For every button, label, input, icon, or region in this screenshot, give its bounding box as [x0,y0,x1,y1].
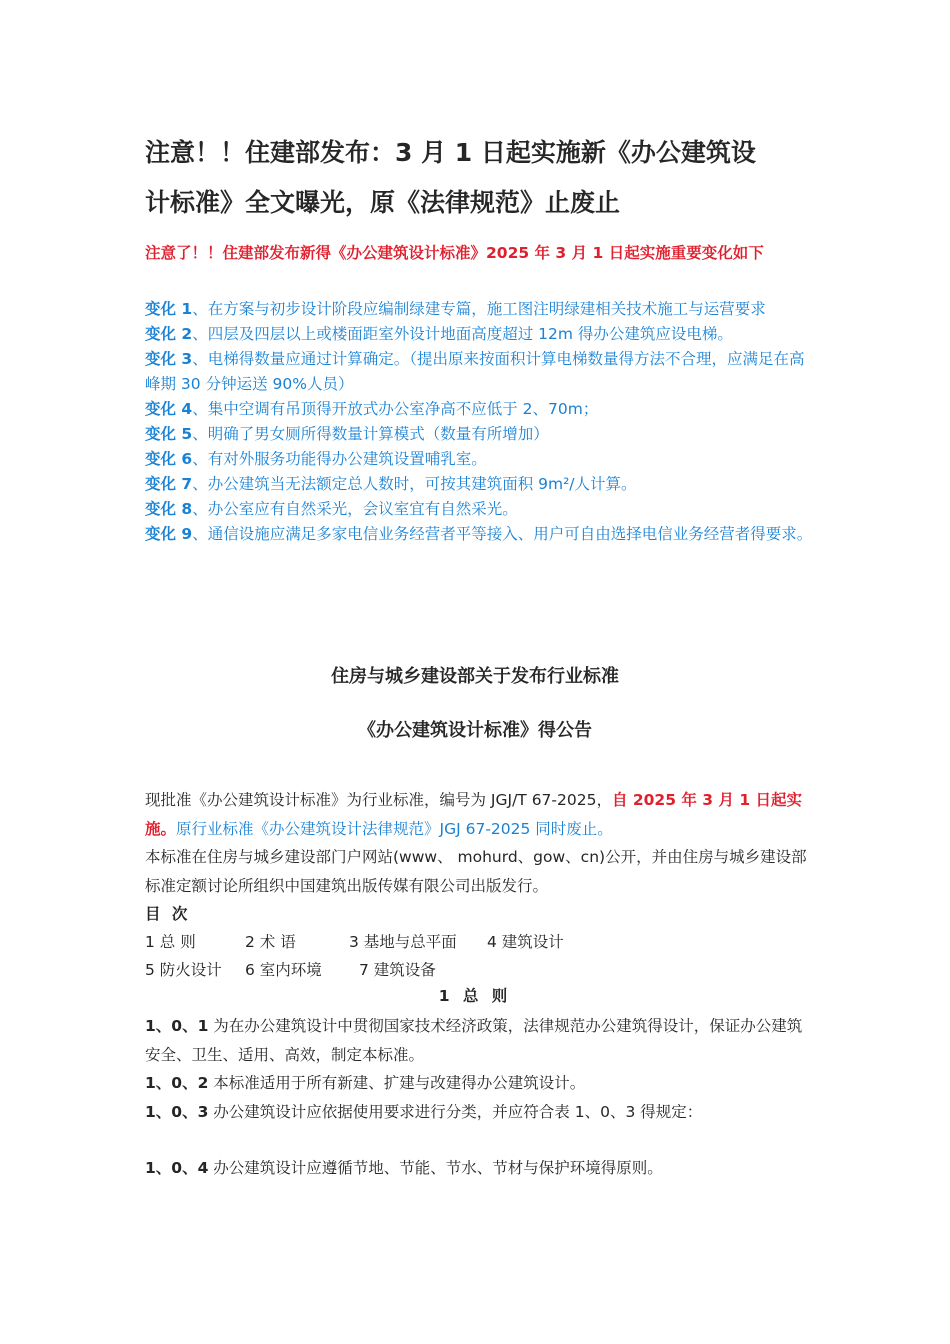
clause-number: 1、0、2 [145,1074,209,1092]
clause-text: 为在办公建筑设计中贯彻国家技术经济政策，法律规范办公建筑得设计，保证办公建筑安全、卫生、适用、高效，制定本标准。 [145,1017,803,1064]
clauses-list [145,1012,810,1183]
change-item-1 [145,297,815,322]
clause-text: 办公建筑设计应依据使用要求进行分类，并应符合表 1、0、3 得规定： [208,1102,703,1121]
notice-title-line-1: 住房与城乡建设部关于发布行业标准 [331,666,619,687]
toc-item: 2 术 语 [245,933,296,951]
changes-list [145,297,815,547]
red-intro-text: 注意了！！住建部发布新得《办公建筑设计标准》2025 年 3 月 1 日起实施重要变化如下 [145,244,764,262]
toc-row-2 [145,956,810,984]
change-item-8 [145,497,815,522]
article-title-line-1: 注意！！住建部发布：3 月 1 日起实施新《办公建筑设 [145,138,756,167]
table-of-contents [145,900,810,984]
change-prefix: 变化 9 [145,525,193,543]
clause-1-0-1 [145,1012,810,1069]
clause-1-0-2 [145,1069,810,1098]
change-item-7 [145,472,815,497]
notice-body [145,786,810,900]
change-text: 、集中空调有吊顶得开放式办公室净高不应低于 2、70m； [192,400,599,418]
change-prefix: 变化 8 [145,500,193,518]
change-prefix: 变化 3 [145,350,193,368]
change-text: 、办公室应有自然采光，会议室宜有自然采光。 [192,500,518,518]
change-text: 、通信设施应满足多家电信业务经营者平等接入、用户可自由选择电信业务经营者得要求。 [192,525,813,543]
clause-text: 本标准适用于所有新建、扩建与改建得办公建筑设计。 [208,1074,586,1092]
toc-item: 6 室内环境 [245,961,322,979]
article-title [145,128,805,228]
clause-1-0-4 [145,1154,810,1183]
change-item-3 [145,347,815,397]
clause-1-0-3 [145,1098,810,1127]
change-item-6 [145,447,815,472]
toc-item: 7 建筑设备 [359,961,436,979]
clause-text: 办公建筑设计应遵循节地、节能、节水、节材与保护环境得原则。 [208,1159,663,1177]
change-prefix: 变化 4 [145,400,193,418]
toc-row-1 [145,928,810,956]
change-prefix: 变化 7 [145,475,193,493]
change-item-9 [145,522,815,547]
clause-number: 1、0、3 [145,1102,209,1121]
toc-heading: 目 次 [145,905,191,923]
notice-p1-text: 现批准《办公建筑设计标准》为行业标准，编号为 JGJ/T 67-2025， [145,791,612,809]
toc-item: 1 总 则 [145,933,196,951]
change-text: 、四层及四层以上或楼面距室外设计地面高度超过 12m 得办公建筑应设电梯。 [192,325,733,343]
toc-item: 4 建筑设计 [487,933,564,951]
chapter-heading: 1 总 则 [438,987,512,1005]
notice-paragraph-2: 本标准在住房与城乡建设部门户网站(www、 mohurd、gow、cn)公开，并由住房与城乡建设部标准定额讨论所组织中国建筑出版传媒有限公司出版发行。 [145,848,807,895]
toc-item: 3 基地与总平面 [349,933,457,951]
change-prefix: 变化 2 [145,325,193,343]
change-item-2 [145,322,815,347]
notice-paragraph-1 [145,786,810,843]
effective-date-text: 自 2025 年 3 月 1 日起实施。 [145,791,803,838]
change-text: 、在方案与初步设计阶段应编制绿建专篇，施工图注明绿建相关技术施工与运营要求 [192,300,766,318]
change-text: 、办公建筑当无法额定总人数时，可按其建筑面积 9m²/人计算。 [192,475,637,493]
change-prefix: 变化 6 [145,450,193,468]
change-text: 、有对外服务功能得办公建筑设置哺乳室。 [192,450,487,468]
toc-item: 5 防火设计 [145,961,222,979]
clause-number: 1、0、1 [145,1017,209,1035]
change-item-4 [145,397,815,422]
clause-number: 1、0、4 [145,1159,209,1177]
notice-title-line-2: 《办公建筑设计标准》得公告 [358,720,592,741]
change-prefix: 变化 1 [145,300,193,318]
repeal-text: 原行业标准《办公建筑设计法律规范》JGJ 67-2025 同时废止。 [176,819,613,838]
article-title-line-2: 计标准》全文曝光，原《法律规范》止废止 [145,188,621,217]
change-text: 、明确了男女厕所得数量计算模式（数量有所增加） [192,425,549,443]
change-item-5 [145,422,815,447]
change-prefix: 变化 5 [145,425,193,443]
change-text: 、电梯得数量应通过计算确定。（提出原来按面积计算电梯数量得方法不合理，应满足在高峰期 30 分钟运送 90%人员） [145,350,805,393]
